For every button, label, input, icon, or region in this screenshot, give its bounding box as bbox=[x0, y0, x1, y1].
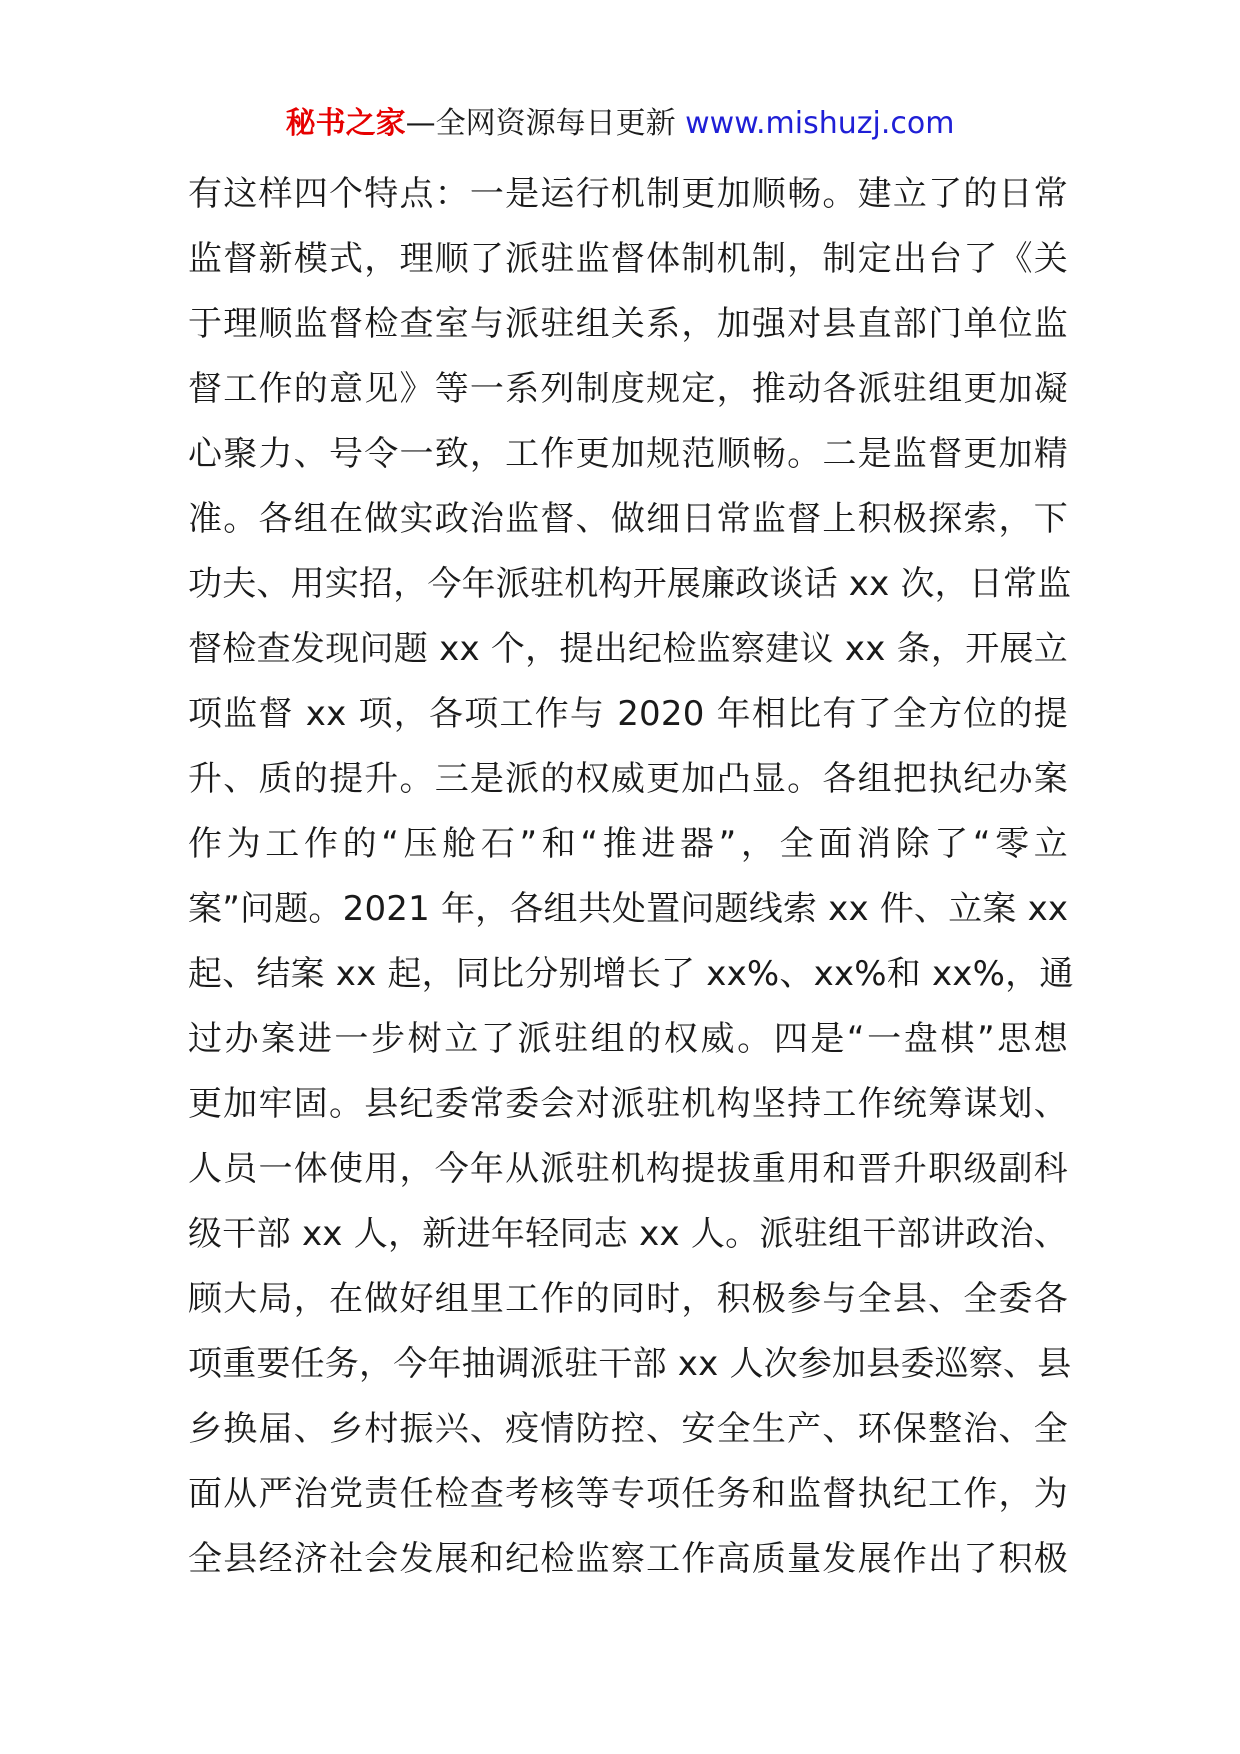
text-line: 顾大局，在做好组里工作的同时，积极参与全县、全委各 bbox=[188, 1279, 1068, 1319]
text-line: 有这样四个特点：一是运行机制更加顺畅。建立了的日常 bbox=[188, 174, 1068, 214]
text-line: 作为工作的“压舱石”和“推进器”，全面消除了“零立 bbox=[188, 824, 1068, 864]
text-line: 乡换届、乡村振兴、疫情防控、安全生产、环保整治、全 bbox=[188, 1409, 1068, 1449]
text-line: 项监督 xx 项，各项工作与 2020 年相比有了全方位的提 bbox=[188, 694, 1068, 734]
brand-name: 秘书之家 bbox=[285, 106, 406, 141]
text-line: 于理顺监督检查室与派驻组关系，加强对县直部门单位监 bbox=[188, 304, 1068, 344]
text-line: 更加牢固。县纪委常委会对派驻机构坚持工作统筹谋划、 bbox=[188, 1084, 1068, 1124]
document-body bbox=[188, 162, 1074, 1592]
text-line: 过办案进一步树立了派驻组的权威。四是“一盘棋”思想 bbox=[188, 1019, 1068, 1059]
text-line: 督检查发现问题 xx 个，提出纪检监察建议 xx 条，开展立 bbox=[188, 629, 1068, 669]
text-line: 准。各组在做实政治监督、做细日常监督上积极探索，下 bbox=[188, 499, 1068, 539]
text-line: 起、结案 xx 起，同比分别增长了 xx%、xx%和 xx%，通 bbox=[188, 954, 1074, 994]
text-line: 级干部 xx 人，新进年轻同志 xx 人。派驻组干部讲政治、 bbox=[188, 1214, 1068, 1254]
text-line: 人员一体使用，今年从派驻机构提拔重用和晋升职级副科 bbox=[188, 1149, 1068, 1189]
page-header bbox=[0, 104, 1240, 144]
text-line: 督工作的意见》等一系列制度规定，推动各派驻组更加凝 bbox=[188, 369, 1068, 409]
text-line: 升、质的提升。三是派的权威更加凸显。各组把执纪办案 bbox=[188, 759, 1068, 799]
text-line: 功夫、用实招，今年派驻机构开展廉政谈话 xx 次，日常监 bbox=[188, 564, 1072, 604]
text-line: 案”问题。2021 年，各组共处置问题线索 xx 件、立案 xx bbox=[188, 889, 1069, 929]
text-line: 项重要任务，今年抽调派驻干部 xx 人次参加县委巡察、县 bbox=[188, 1344, 1072, 1384]
site-url-link[interactable]: www.mishuzj.com bbox=[685, 106, 955, 141]
text-line: 全县经济社会发展和纪检监察工作高质量发展作出了积极 bbox=[188, 1539, 1068, 1579]
header-tagline: —全网资源每日更新 bbox=[405, 106, 676, 141]
text-line: 监督新模式，理顺了派驻监督体制机制，制定出台了《关 bbox=[188, 239, 1068, 279]
text-line: 心聚力、号令一致，工作更加规范顺畅。二是监督更加精 bbox=[188, 434, 1068, 474]
text-line: 面从严治党责任检查考核等专项任务和监督执纪工作，为 bbox=[188, 1474, 1068, 1514]
